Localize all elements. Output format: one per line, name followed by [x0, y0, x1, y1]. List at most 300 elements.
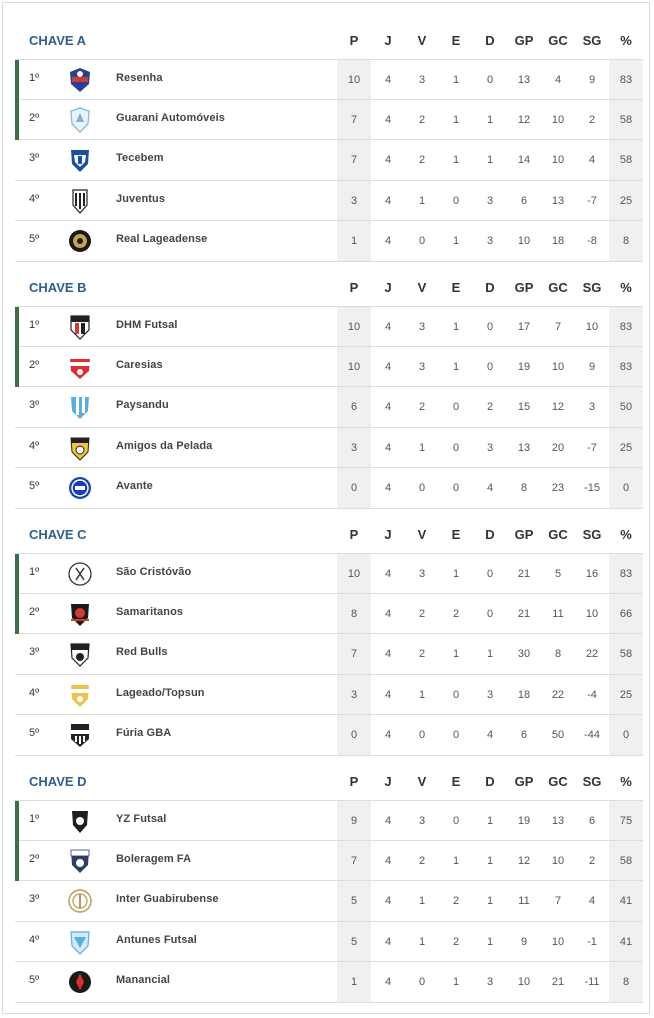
standings-container	[2, 2, 650, 1014]
stat-cell-pct: 83	[609, 60, 643, 99]
stat-cell-d: 1	[486, 113, 494, 126]
stat-cell-pct: 25	[609, 181, 643, 221]
stat-cell-sg: -1	[587, 935, 597, 948]
stat-cell-gc: 4	[554, 74, 562, 86]
team-name[interactable]: DHM Futsal	[116, 319, 178, 331]
stat-cell-j: 4	[384, 935, 392, 948]
team-name[interactable]: Avante	[116, 480, 153, 492]
team-name[interactable]: Boleragem FA	[116, 852, 192, 865]
stat-cell-pct: 75	[609, 801, 643, 840]
stat-cell-sg: 4	[588, 895, 596, 907]
stat-cell-v: 2	[418, 854, 426, 867]
stat-cell-gc: 11	[552, 607, 564, 620]
position-label: 4º	[29, 192, 40, 205]
stat-cell-v: 2	[418, 401, 426, 413]
stat-cell-pct: 66	[609, 594, 643, 634]
table-row[interactable]	[15, 841, 643, 882]
stat-cell-d: 3	[486, 441, 494, 454]
stat-cell-v: 1	[418, 935, 426, 948]
stat-cell-sg: 9	[588, 74, 596, 86]
stat-cell-d: 1	[486, 895, 494, 907]
stat-cell-gp: 17	[517, 321, 531, 333]
furia-logo	[67, 721, 93, 749]
stat-cell-e: 0	[452, 482, 460, 494]
resenha-logo	[67, 66, 93, 94]
juventus-logo	[67, 187, 93, 215]
table-row[interactable]	[15, 140, 643, 181]
stat-cell-gp: 18	[517, 688, 531, 701]
stat-cell-pct: 25	[609, 428, 643, 468]
stat-cell-p: 10	[337, 347, 371, 387]
stat-cell-sg: -4	[587, 688, 597, 701]
stat-cell-j: 4	[384, 321, 392, 333]
stat-cell-j: 4	[384, 194, 392, 207]
stat-cell-v: 3	[418, 321, 426, 333]
table-row[interactable]	[15, 675, 643, 716]
team-name[interactable]: Paysandu	[116, 399, 169, 411]
stat-cell-p: 3	[337, 428, 371, 468]
stat-cell-gc: 50	[551, 729, 565, 741]
stat-cell-gc: 10	[551, 113, 565, 126]
antunes-logo	[67, 928, 93, 956]
stat-cell-e: 1	[452, 976, 460, 988]
stat-cell-d: 0	[486, 321, 494, 333]
column-header: GP	[514, 527, 534, 542]
red-bulls-logo	[67, 640, 93, 668]
position-label: 3º	[29, 893, 40, 905]
stat-cell-sg: 6	[588, 815, 596, 827]
stat-cell-j: 4	[384, 74, 392, 86]
stat-cell-gp: 12	[517, 113, 531, 126]
stat-cell-e: 1	[452, 568, 460, 580]
group-table	[15, 754, 643, 1003]
stat-cell-d: 3	[486, 194, 494, 207]
column-header: J	[384, 527, 392, 542]
stat-cell-j: 4	[384, 815, 392, 827]
column-header: E	[451, 774, 461, 789]
table-row[interactable]	[15, 387, 643, 428]
stat-cell-pct: 83	[609, 347, 643, 387]
dhm-logo	[67, 313, 93, 341]
column-header: %	[620, 527, 632, 542]
stat-cell-v: 0	[418, 729, 426, 741]
column-header: GP	[514, 774, 534, 789]
stat-cell-p: 7	[337, 634, 371, 674]
column-header: %	[620, 280, 632, 295]
stat-cell-p: 6	[337, 387, 371, 427]
team-name[interactable]: Caresias	[116, 358, 163, 371]
inter-logo	[67, 887, 93, 915]
stat-cell-sg: 3	[588, 401, 596, 413]
table-row[interactable]	[15, 922, 643, 963]
stat-cell-j: 4	[384, 441, 392, 454]
team-name[interactable]: Tecebem	[116, 152, 164, 164]
table-row[interactable]	[15, 100, 643, 141]
column-header: GP	[514, 280, 534, 295]
stat-cell-pct: 83	[609, 554, 643, 593]
team-name[interactable]: Amigos da Pelada	[116, 439, 213, 452]
position-label: 3º	[29, 646, 40, 658]
group-title: CHAVE B	[29, 280, 87, 295]
stat-cell-v: 0	[418, 976, 426, 988]
stat-cell-gp: 19	[517, 815, 531, 827]
stat-cell-gp: 15	[517, 401, 531, 413]
stat-cell-d: 3	[486, 976, 494, 988]
stat-cell-gp: 13	[517, 441, 531, 454]
table-row[interactable]	[15, 634, 643, 675]
column-header: J	[384, 774, 392, 789]
stat-cell-v: 0	[418, 235, 426, 247]
stat-cell-sg: -7	[587, 441, 597, 454]
position-label: 1º	[29, 813, 40, 825]
stat-cell-pct: 58	[609, 100, 643, 140]
group-title: CHAVE D	[29, 774, 87, 789]
stat-cell-gp: 13	[517, 74, 531, 86]
table-row[interactable]	[15, 221, 643, 262]
stat-cell-pct: 8	[609, 221, 643, 261]
stat-cell-e: 0	[452, 401, 460, 413]
position-label: 1º	[29, 319, 40, 331]
stat-cell-gp: 19	[517, 360, 531, 373]
stat-cell-v: 1	[418, 688, 426, 701]
stat-cell-gc: 20	[551, 441, 565, 454]
column-header: P	[349, 527, 359, 542]
team-name[interactable]: Red Bulls	[116, 646, 168, 658]
stat-cell-e: 1	[452, 360, 460, 373]
stat-cell-e: 1	[452, 154, 460, 166]
stat-cell-d: 4	[486, 729, 494, 741]
stat-cell-pct: 41	[609, 922, 643, 962]
stat-cell-gc: 21	[551, 976, 565, 988]
stat-cell-v: 2	[418, 113, 426, 126]
position-label: 2º	[29, 111, 40, 124]
stat-cell-d: 1	[486, 854, 494, 867]
stat-cell-v: 2	[418, 607, 426, 620]
position-label: 5º	[29, 727, 40, 739]
stat-cell-sg: -8	[587, 235, 597, 247]
column-header: V	[417, 33, 427, 48]
manancial-logo	[67, 968, 93, 996]
group-table	[15, 13, 643, 262]
boleragem-logo	[67, 847, 93, 875]
stat-cell-e: 0	[452, 441, 460, 454]
position-label: 2º	[29, 358, 40, 371]
stat-cell-sg: 2	[588, 113, 596, 126]
stat-cell-gp: 6	[520, 729, 528, 741]
stat-cell-e: 0	[452, 729, 460, 741]
team-name[interactable]: Resenha	[116, 72, 163, 84]
group-title: CHAVE A	[29, 33, 87, 48]
stat-cell-gp: 6	[520, 194, 528, 207]
column-header: P	[349, 774, 359, 789]
stat-cell-sg: 10	[585, 321, 599, 333]
stat-cell-gc: 23	[551, 482, 565, 494]
stat-cell-j: 4	[384, 854, 392, 867]
column-header: GC	[548, 774, 568, 789]
stat-cell-p: 0	[337, 715, 371, 755]
amigos-logo	[67, 434, 93, 462]
stat-cell-gc: 5	[554, 568, 562, 580]
stat-cell-p: 1	[337, 221, 371, 261]
stat-cell-j: 4	[384, 482, 392, 494]
stat-cell-gc: 10	[551, 854, 565, 867]
stat-cell-gc: 7	[554, 321, 562, 333]
stat-cell-gc: 18	[551, 235, 565, 247]
column-header: P	[349, 280, 359, 295]
column-header: GC	[548, 527, 568, 542]
column-header: J	[384, 33, 392, 48]
stat-cell-e: 0	[452, 688, 460, 701]
stat-cell-gc: 10	[551, 360, 565, 373]
position-label: 2º	[29, 605, 40, 618]
stat-cell-j: 4	[384, 688, 392, 701]
stat-cell-pct: 58	[609, 140, 643, 180]
stat-cell-p: 9	[337, 801, 371, 840]
team-name[interactable]: Samaritanos	[116, 605, 184, 618]
team-name[interactable]: Fúria GBA	[116, 727, 172, 739]
stat-cell-e: 1	[452, 648, 460, 660]
stat-cell-e: 2	[452, 935, 460, 948]
stat-cell-d: 2	[486, 401, 494, 413]
stat-cell-pct: 50	[609, 387, 643, 427]
column-header: GC	[548, 280, 568, 295]
stat-cell-gc: 13	[551, 815, 565, 827]
stat-cell-gp: 11	[518, 895, 530, 907]
stat-cell-v: 2	[418, 154, 426, 166]
stat-cell-v: 3	[418, 360, 426, 373]
stat-cell-gp: 8	[520, 482, 528, 494]
team-name[interactable]: Juventus	[116, 192, 166, 205]
team-name[interactable]: Inter Guabirubense	[116, 893, 219, 905]
group-title: CHAVE C	[29, 527, 87, 542]
table-row[interactable]	[15, 594, 643, 635]
stat-cell-sg: -7	[587, 194, 597, 207]
team-name[interactable]: Real Lageadense	[116, 233, 208, 245]
stat-cell-e: 1	[452, 113, 460, 126]
column-header: SG	[582, 774, 602, 789]
stat-cell-pct: 0	[609, 715, 643, 755]
stat-cell-p: 10	[337, 554, 371, 593]
stat-cell-pct: 58	[609, 841, 643, 881]
stat-cell-d: 0	[486, 607, 494, 620]
stat-cell-p: 1	[337, 962, 371, 1002]
stat-cell-p: 7	[337, 841, 371, 881]
stat-cell-j: 4	[384, 976, 392, 988]
stat-cell-gp: 21	[517, 607, 531, 620]
stat-cell-gc: 8	[554, 648, 562, 660]
stat-cell-d: 3	[486, 688, 494, 701]
column-header: J	[384, 280, 392, 295]
stat-cell-j: 4	[384, 729, 392, 741]
team-name[interactable]: Guarani Automóveis	[116, 111, 225, 124]
group-table	[15, 260, 643, 509]
stat-cell-v: 2	[418, 648, 426, 660]
column-header: %	[620, 774, 632, 789]
table-row[interactable]	[15, 347, 643, 388]
stat-cell-d: 3	[486, 235, 494, 247]
team-name[interactable]: Manancial	[116, 974, 171, 986]
paysandu-logo	[67, 393, 93, 421]
stat-cell-v: 3	[418, 815, 426, 827]
stat-cell-gc: 13	[551, 194, 565, 207]
table-row[interactable]	[15, 306, 643, 347]
stat-cell-v: 3	[418, 74, 426, 86]
stat-cell-p: 7	[337, 100, 371, 140]
column-header: V	[417, 774, 427, 789]
team-name[interactable]: Lageado/Topsun	[116, 686, 205, 699]
stat-cell-pct: 25	[609, 675, 643, 715]
column-header: %	[620, 33, 632, 48]
column-header: SG	[582, 280, 602, 295]
stat-cell-e: 1	[452, 74, 460, 86]
stat-cell-gp: 10	[517, 976, 531, 988]
position-label: 3º	[29, 152, 40, 164]
stat-cell-gp: 30	[517, 648, 531, 660]
stat-cell-e: 1	[452, 321, 460, 333]
stat-cell-sg: -11	[584, 976, 600, 988]
stat-cell-p: 5	[337, 881, 371, 921]
group-header	[15, 754, 643, 800]
lageado-logo	[67, 681, 93, 709]
table-row[interactable]	[15, 553, 643, 594]
position-label: 1º	[29, 72, 40, 84]
column-header: SG	[582, 527, 602, 542]
column-header: V	[417, 527, 427, 542]
position-label: 5º	[29, 480, 40, 492]
column-header: E	[451, 33, 461, 48]
stat-cell-v: 1	[418, 441, 426, 454]
stat-cell-d: 0	[486, 568, 494, 580]
stat-cell-gc: 10	[551, 154, 565, 166]
stat-cell-e: 0	[452, 194, 460, 207]
table-row[interactable]	[15, 800, 643, 841]
position-label: 3º	[29, 399, 40, 411]
stat-cell-pct: 58	[609, 634, 643, 674]
stat-cell-j: 4	[384, 895, 392, 907]
sao-cristovao-logo	[67, 560, 93, 588]
column-header: E	[451, 527, 461, 542]
table-row[interactable]	[15, 962, 643, 1003]
stat-cell-e: 2	[452, 895, 460, 907]
stat-cell-d: 1	[486, 815, 494, 827]
stat-cell-d: 1	[486, 935, 494, 948]
position-label: 4º	[29, 686, 40, 699]
stat-cell-p: 8	[337, 594, 371, 634]
stat-cell-pct: 83	[609, 307, 643, 346]
table-row[interactable]	[15, 59, 643, 100]
yz-logo	[67, 807, 93, 835]
stat-cell-e: 1	[452, 854, 460, 867]
column-header: SG	[582, 33, 602, 48]
stat-cell-j: 4	[384, 154, 392, 166]
stat-cell-e: 0	[452, 815, 460, 827]
stat-cell-sg: 22	[585, 648, 599, 660]
group-header	[15, 260, 643, 306]
stat-cell-e: 1	[452, 235, 460, 247]
stat-cell-j: 4	[384, 401, 392, 413]
stat-cell-gp: 12	[517, 854, 531, 867]
stat-cell-p: 0	[337, 468, 371, 508]
stat-cell-j: 4	[384, 607, 392, 620]
stat-cell-p: 10	[337, 307, 371, 346]
stat-cell-pct: 0	[609, 468, 643, 508]
table-row[interactable]	[15, 181, 643, 222]
stat-cell-pct: 41	[609, 881, 643, 921]
tecebem-logo	[67, 146, 93, 174]
stat-cell-v: 1	[418, 895, 426, 907]
stat-cell-p: 7	[337, 140, 371, 180]
stat-cell-gp: 21	[517, 568, 531, 580]
guarani-logo	[67, 106, 93, 134]
stat-cell-v: 1	[418, 194, 426, 207]
stat-cell-sg: 16	[585, 568, 599, 580]
column-header: E	[451, 280, 461, 295]
stat-cell-e: 2	[452, 607, 460, 620]
stat-cell-sg: -15	[584, 482, 600, 494]
stat-cell-d: 1	[486, 154, 494, 166]
stat-cell-p: 3	[337, 675, 371, 715]
team-name[interactable]: YZ Futsal	[116, 813, 167, 825]
caresias-logo	[67, 353, 93, 381]
stat-cell-d: 1	[486, 648, 494, 660]
stat-cell-d: 0	[486, 74, 494, 86]
stat-cell-gp: 14	[517, 154, 531, 166]
stat-cell-v: 0	[418, 482, 426, 494]
stat-cell-gc: 12	[551, 401, 565, 413]
column-header: GP	[514, 33, 534, 48]
stat-cell-d: 0	[486, 360, 494, 373]
table-row[interactable]	[15, 715, 643, 756]
table-row[interactable]	[15, 468, 643, 509]
stat-cell-p: 3	[337, 181, 371, 221]
stat-cell-j: 4	[384, 113, 392, 126]
samaritanos-logo	[67, 600, 93, 628]
stat-cell-p: 10	[337, 60, 371, 99]
team-name[interactable]: São Cristóvão	[116, 566, 192, 578]
table-row[interactable]	[15, 881, 643, 922]
stat-cell-j: 4	[384, 360, 392, 373]
column-header: D	[485, 774, 495, 789]
stat-cell-gp: 10	[517, 235, 531, 247]
stat-cell-gp: 9	[520, 935, 528, 948]
stat-cell-sg: 4	[588, 154, 596, 166]
stat-cell-v: 3	[418, 568, 426, 580]
stat-cell-sg: 9	[588, 360, 596, 373]
position-label: 5º	[29, 974, 40, 986]
group-table	[15, 507, 643, 756]
position-label: 2º	[29, 852, 40, 865]
stat-cell-j: 4	[384, 568, 392, 580]
group-header	[15, 13, 643, 59]
real-lageadense-logo	[67, 227, 93, 255]
stat-cell-gc: 7	[554, 895, 562, 907]
column-header: D	[485, 280, 495, 295]
stat-cell-j: 4	[384, 235, 392, 247]
avante-logo	[67, 474, 93, 502]
stat-cell-d: 4	[486, 482, 494, 494]
position-label: 5º	[29, 233, 40, 245]
stat-cell-sg: 10	[585, 607, 599, 620]
column-header: D	[485, 33, 495, 48]
group-header	[15, 507, 643, 553]
column-header: P	[349, 33, 359, 48]
stat-cell-gc: 22	[551, 688, 565, 701]
position-label: 1º	[29, 566, 40, 578]
team-name[interactable]: Antunes Futsal	[116, 933, 197, 946]
stat-cell-j: 4	[384, 648, 392, 660]
stat-cell-pct: 8	[609, 962, 643, 1002]
table-row[interactable]	[15, 428, 643, 469]
